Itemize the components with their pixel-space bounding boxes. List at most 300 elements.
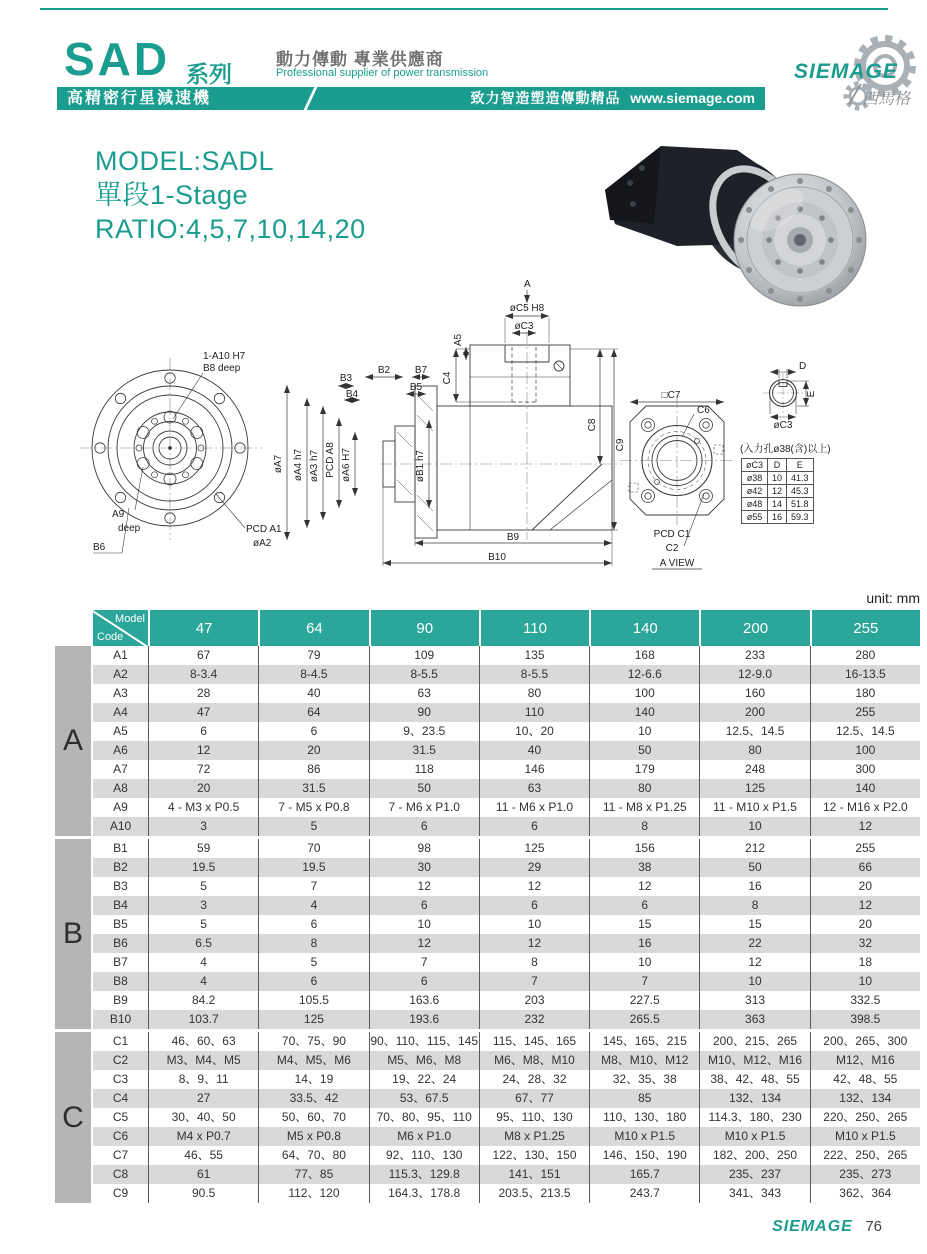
- table-cell: 20: [810, 877, 920, 896]
- table-cell: 265.5: [589, 1010, 699, 1029]
- unit-label: unit: mm: [866, 590, 920, 606]
- label-oa4: øA4 h7: [293, 448, 304, 482]
- series-suffix: 系列: [186, 61, 232, 87]
- table-cell: 12-9.0: [699, 665, 809, 684]
- banner-divider: [303, 85, 319, 112]
- table-cell: 31.5: [369, 741, 479, 760]
- tagline-cn: 動力傳動 專業供應商: [276, 50, 444, 69]
- technical-drawing: [0, 270, 927, 588]
- table-cell: 12: [369, 934, 479, 953]
- row-code: C8: [112, 1167, 129, 1181]
- table-cell: 5: [148, 915, 258, 934]
- header-corner-cell: [93, 610, 148, 646]
- label-c4: C4: [442, 371, 453, 385]
- tagline-en: Professional supplier of power transmission: [276, 67, 489, 79]
- row-code: B3: [113, 879, 128, 893]
- row-code: A10: [109, 819, 132, 833]
- row-code: C6: [112, 1129, 129, 1143]
- label-oa3: øA3 h7: [309, 449, 320, 483]
- table-cell: 20: [258, 741, 368, 760]
- table-cell: 135: [479, 646, 589, 665]
- label-oa6: øA6 H7: [341, 448, 352, 482]
- table-cell: 50、60、70: [258, 1108, 368, 1127]
- table-cell: 220、250、265: [810, 1108, 920, 1127]
- mini-table-cell: 45.3: [787, 485, 814, 498]
- mini-table-row: [742, 498, 814, 511]
- table-header-cells: [148, 610, 920, 646]
- table-cell: 125: [258, 1010, 368, 1029]
- table-cell: 11 - M8 x P1.25: [589, 798, 699, 817]
- label-pcd-a8: PCD A8: [325, 442, 336, 478]
- table-cell: 12: [369, 877, 479, 896]
- table-cell: 146: [479, 760, 589, 779]
- banner-right-text: [470, 87, 755, 110]
- table-cell: 61: [148, 1165, 258, 1184]
- top-rule: [40, 8, 888, 10]
- label-a9-deep: deep: [118, 523, 141, 534]
- table-cell: 233: [699, 646, 809, 665]
- row-code: A6: [113, 743, 128, 757]
- table-cell: 90: [369, 703, 479, 722]
- table-row-B10: [93, 1010, 920, 1029]
- row-code: C9: [112, 1186, 129, 1200]
- column-header-200: 200: [699, 610, 809, 646]
- column-header-110: 110: [479, 610, 589, 646]
- table-cell: M6 x P1.0: [369, 1127, 479, 1146]
- table-cell: 84.2: [148, 991, 258, 1010]
- table-cell: 255: [810, 703, 920, 722]
- table-cell: 200、265、300: [810, 1032, 920, 1051]
- label-c6: C6: [697, 405, 710, 416]
- spec-table: [55, 610, 920, 1206]
- table-cell: 16: [589, 934, 699, 953]
- table-cell: 10、20: [479, 722, 589, 741]
- label-pcd-a1: PCD A1: [246, 524, 282, 535]
- table-cell: 6: [369, 972, 479, 991]
- table-cell: 146、150、190: [589, 1146, 699, 1165]
- table-cell: 7: [369, 953, 479, 972]
- table-cell: 72: [148, 760, 258, 779]
- row-code: A8: [113, 781, 128, 795]
- table-cell: 67: [148, 646, 258, 665]
- table-cell: M5 x P0.8: [258, 1127, 368, 1146]
- table-cell: 5: [258, 817, 368, 836]
- table-cell: 12: [699, 953, 809, 972]
- table-cell: 40: [479, 741, 589, 760]
- table-row-A6: [93, 741, 920, 760]
- ratio-line: RATIO:4,5,7,10,14,20: [95, 214, 366, 244]
- table-cell: 12 - M16 x P2.0: [810, 798, 920, 817]
- table-cell: 10: [810, 972, 920, 991]
- table-cell: M10 x P1.5: [589, 1127, 699, 1146]
- table-cell: M10、M12、M16: [699, 1051, 809, 1070]
- row-code: B1: [113, 841, 128, 855]
- table-cell: 8: [479, 953, 589, 972]
- table-cell: 16-13.5: [810, 665, 920, 684]
- corner-model-label: Model: [115, 613, 145, 625]
- table-cell: 6: [258, 972, 368, 991]
- table-cell: 193.6: [369, 1010, 479, 1029]
- label-b4: B4: [345, 389, 359, 400]
- table-cell: 22: [699, 934, 809, 953]
- table-cell: 235、237: [699, 1165, 809, 1184]
- table-cell: M10 x P1.5: [810, 1127, 920, 1146]
- mini-table-cell: 41.3: [787, 472, 814, 485]
- table-cell: 12: [148, 741, 258, 760]
- table-cell: 115.3、129.8: [369, 1165, 479, 1184]
- table-cell: 109: [369, 646, 479, 665]
- table-cell: 12: [810, 817, 920, 836]
- mini-col-d: D: [768, 459, 787, 472]
- table-cell: 80: [699, 741, 809, 760]
- table-cell: 80: [589, 779, 699, 798]
- table-cell: 66: [810, 858, 920, 877]
- table-row-C5: [93, 1108, 920, 1127]
- table-cell: 70: [258, 839, 368, 858]
- table-cell: 105.5: [258, 991, 368, 1010]
- label-b10: B10: [488, 552, 506, 563]
- label-b5: B5: [409, 382, 423, 393]
- table-section-C: [55, 1032, 920, 1203]
- row-code: B7: [113, 955, 128, 969]
- table-row-C4: [93, 1089, 920, 1108]
- table-header-row: [55, 610, 920, 646]
- table-row-B8: [93, 972, 920, 991]
- table-cell: 50: [589, 741, 699, 760]
- table-cell: 11 - M10 x P1.5: [699, 798, 809, 817]
- table-cell: 180: [810, 684, 920, 703]
- mini-col-e: E: [787, 459, 814, 472]
- table-row-B2: [93, 858, 920, 877]
- table-cell: 118: [369, 760, 479, 779]
- label-c7-square: □C7: [661, 390, 681, 401]
- table-cell: 4: [148, 972, 258, 991]
- table-cell: M3、M4、M5: [148, 1051, 258, 1070]
- table-cell: 77、85: [258, 1165, 368, 1184]
- table-cell: 4: [258, 896, 368, 915]
- table-cell: M8、M10、M12: [589, 1051, 699, 1070]
- mini-table-cell: ø42: [742, 485, 768, 498]
- table-cell: 42、48、55: [810, 1070, 920, 1089]
- table-cell: 125: [699, 779, 809, 798]
- table-cell: 141、151: [479, 1165, 589, 1184]
- group-label-A: A: [55, 646, 91, 836]
- table-cell: 5: [148, 877, 258, 896]
- table-cell: 160: [699, 684, 809, 703]
- row-code: C4: [112, 1091, 129, 1105]
- table-cell: 12.5、14.5: [699, 722, 809, 741]
- mini-table-cell: 12: [768, 485, 787, 498]
- table-cell: 12: [479, 877, 589, 896]
- shaft-detail-table: [741, 458, 814, 524]
- table-cell: 7 - M5 x P0.8: [258, 798, 368, 817]
- table-cell: 112、120: [258, 1184, 368, 1203]
- table-row-B6: [93, 934, 920, 953]
- label-oc3-small: øC3: [773, 420, 793, 431]
- mini-table-cell: 16: [768, 511, 787, 524]
- table-row-B1: [93, 839, 920, 858]
- footer-page-number: 76: [865, 1218, 882, 1235]
- table-cell: 10: [479, 915, 589, 934]
- table-cell: 110: [479, 703, 589, 722]
- header-spacer: [55, 610, 93, 646]
- table-row-C1: [93, 1032, 920, 1051]
- table-cell: 28: [148, 684, 258, 703]
- table-rows-B: [93, 839, 920, 1029]
- table-cell: 6: [479, 817, 589, 836]
- table-row-C6: [93, 1127, 920, 1146]
- table-cell: 79: [258, 646, 368, 665]
- siemage-logo: [788, 30, 923, 122]
- row-code: A5: [113, 724, 128, 738]
- table-cell: 248: [699, 760, 809, 779]
- table-row-C2: [93, 1051, 920, 1070]
- mini-table-cell: 59.3: [787, 511, 814, 524]
- table-cell: 235、273: [810, 1165, 920, 1184]
- table-cell: 30、40、50: [148, 1108, 258, 1127]
- mini-table-cell: ø38: [742, 472, 768, 485]
- logo-wordmark: SIEMAGE: [794, 60, 898, 83]
- row-code: A2: [113, 667, 128, 681]
- table-cell: 7 - M6 x P1.0: [369, 798, 479, 817]
- table-cell: 20: [810, 915, 920, 934]
- column-header-90: 90: [369, 610, 479, 646]
- table-cell: 164.3、178.8: [369, 1184, 479, 1203]
- logo-chinese: 西馬格: [862, 91, 911, 108]
- table-cell: 32: [810, 934, 920, 953]
- section-view: [287, 290, 622, 566]
- table-cell: 212: [699, 839, 809, 858]
- table-cell: 156: [589, 839, 699, 858]
- table-cell: 10: [699, 817, 809, 836]
- row-code: B4: [113, 898, 128, 912]
- table-cell: 10: [369, 915, 479, 934]
- group-label-C: C: [55, 1032, 91, 1203]
- row-code: C3: [112, 1072, 129, 1086]
- table-row-A4: [93, 703, 920, 722]
- table-cell: 70、80、95、110: [369, 1108, 479, 1127]
- table-cell: 114.3、180、230: [699, 1108, 809, 1127]
- table-cell: 29: [479, 858, 589, 877]
- series-title: SAD: [64, 33, 171, 85]
- label-b9: B9: [506, 532, 520, 543]
- table-cell: M4、M5、M6: [258, 1051, 368, 1070]
- table-cell: 132、134: [810, 1089, 920, 1108]
- label-b6: B6: [93, 542, 106, 553]
- label-b2: B2: [377, 365, 391, 376]
- table-row-A9: [93, 798, 920, 817]
- table-row-A7: [93, 760, 920, 779]
- row-code: B9: [113, 993, 128, 1007]
- mini-table-cell: 14: [768, 498, 787, 511]
- table-row-A3: [93, 684, 920, 703]
- table-cell: 10: [699, 972, 809, 991]
- row-code: B8: [113, 974, 128, 988]
- table-row-B5: [93, 915, 920, 934]
- table-cell: 12: [810, 896, 920, 915]
- label-oa7: øA7: [273, 454, 284, 474]
- table-cell: 64、70、80: [258, 1146, 368, 1165]
- table-cell: 63: [369, 684, 479, 703]
- label-c9: C9: [615, 438, 626, 452]
- footer-logo: SIEMAGE: [772, 1218, 853, 1235]
- table-cell: 67、77: [479, 1089, 589, 1108]
- table-cell: 86: [258, 760, 368, 779]
- mini-table-row: [742, 485, 814, 498]
- table-cell: 7: [258, 877, 368, 896]
- table-cell: 132、134: [699, 1089, 809, 1108]
- table-cell: 9、23.5: [369, 722, 479, 741]
- table-sections: [55, 646, 920, 1203]
- table-cell: 140: [589, 703, 699, 722]
- mini-table-row: [742, 472, 814, 485]
- table-cell: 6: [148, 722, 258, 741]
- table-cell: M12、M16: [810, 1051, 920, 1070]
- table-cell: 10: [589, 722, 699, 741]
- label-a-view: A VIEW: [659, 558, 695, 569]
- table-cell: 15: [699, 915, 809, 934]
- table-row-A1: [93, 646, 920, 665]
- table-cell: 363: [699, 1010, 809, 1029]
- table-cell: 18: [810, 953, 920, 972]
- input-bore-note: (入力孔ø38(含)以上): [740, 444, 831, 455]
- table-cell: 95、110、130: [479, 1108, 589, 1127]
- table-cell: 341、343: [699, 1184, 809, 1203]
- table-cell: 280: [810, 646, 920, 665]
- table-cell: 20: [148, 779, 258, 798]
- mini-table-cell: 10: [768, 472, 787, 485]
- table-cell: 5: [258, 953, 368, 972]
- table-cell: 100: [589, 684, 699, 703]
- table-cell: 232: [479, 1010, 589, 1029]
- table-cell: 24、28、32: [479, 1070, 589, 1089]
- table-cell: 122、130、150: [479, 1146, 589, 1165]
- label-a10: 1-A10 H7: [203, 351, 246, 362]
- row-code: A9: [113, 800, 128, 814]
- table-cell: 200、215、265: [699, 1032, 809, 1051]
- label-a-arrow: A: [524, 279, 531, 290]
- table-cell: 59: [148, 839, 258, 858]
- table-cell: 3: [148, 817, 258, 836]
- table-cell: 50: [369, 779, 479, 798]
- table-cell: M6、M8、M10: [479, 1051, 589, 1070]
- table-cell: 300: [810, 760, 920, 779]
- row-code: B6: [113, 936, 128, 950]
- table-cell: 4: [148, 953, 258, 972]
- table-row-A2: [93, 665, 920, 684]
- table-cell: 27: [148, 1089, 258, 1108]
- table-cell: 40: [258, 684, 368, 703]
- table-cell: 332.5: [810, 991, 920, 1010]
- table-cell: 179: [589, 760, 699, 779]
- table-row-A8: [93, 779, 920, 798]
- row-code: B5: [113, 917, 128, 931]
- banner-left-text: 高精密行星減速機: [67, 90, 212, 107]
- table-cell: 19.5: [148, 858, 258, 877]
- label-c2: C2: [665, 543, 679, 554]
- table-section-B: [55, 839, 920, 1029]
- table-cell: 80: [479, 684, 589, 703]
- table-rows-A: [93, 646, 920, 836]
- label-c8: C8: [587, 418, 598, 432]
- label-oc5: øC5 H8: [509, 303, 545, 314]
- front-flange-view: [80, 358, 262, 553]
- table-row-A10: [93, 817, 920, 836]
- table-cell: 32、35、38: [589, 1070, 699, 1089]
- table-cell: 64: [258, 703, 368, 722]
- mini-col-oc3: øC3: [742, 459, 768, 472]
- column-header-47: 47: [148, 610, 258, 646]
- stage-line: 單段1-Stage: [95, 180, 249, 210]
- table-cell: M5、M6、M8: [369, 1051, 479, 1070]
- table-cell: 103.7: [148, 1010, 258, 1029]
- banner-url: www.siemage.com: [630, 90, 755, 106]
- label-b7: B7: [414, 365, 428, 376]
- table-cell: 243.7: [589, 1184, 699, 1203]
- table-cell: 12: [589, 877, 699, 896]
- row-code: C7: [112, 1148, 129, 1162]
- table-cell: 30: [369, 858, 479, 877]
- table-cell: 100: [810, 741, 920, 760]
- label-d: D: [799, 361, 807, 372]
- label-ob1: øB1 h7: [415, 449, 426, 483]
- table-cell: 53、67.5: [369, 1089, 479, 1108]
- table-cell: 46、60、63: [148, 1032, 258, 1051]
- mini-table-cell: ø48: [742, 498, 768, 511]
- table-cell: 140: [810, 779, 920, 798]
- table-cell: 8: [699, 896, 809, 915]
- header-banner: [57, 87, 765, 110]
- table-row-A5: [93, 722, 920, 741]
- table-row-C9: [93, 1184, 920, 1203]
- table-cell: 168: [589, 646, 699, 665]
- label-a9: A9: [112, 509, 125, 520]
- table-cell: 227.5: [589, 991, 699, 1010]
- corner-code-label: Code: [97, 631, 124, 643]
- label-a5: A5: [453, 333, 464, 347]
- table-cell: 50: [699, 858, 809, 877]
- table-cell: 313: [699, 991, 809, 1010]
- page-footer: [772, 1218, 882, 1236]
- table-cell: 8-4.5: [258, 665, 368, 684]
- table-row-B7: [93, 953, 920, 972]
- table-cell: 165.7: [589, 1165, 699, 1184]
- table-cell: 63: [479, 779, 589, 798]
- table-row-B9: [93, 991, 920, 1010]
- table-cell: 90、110、115、145: [369, 1032, 479, 1051]
- row-code: B2: [113, 860, 128, 874]
- shaft-detail: [763, 369, 809, 417]
- table-cell: M4 x P0.7: [148, 1127, 258, 1146]
- table-cell: 38、42、48、55: [699, 1070, 809, 1089]
- table-cell: 6: [369, 896, 479, 915]
- table-cell: 14、19: [258, 1070, 368, 1089]
- table-cell: 7: [479, 972, 589, 991]
- table-cell: 182、200、250: [699, 1146, 809, 1165]
- row-code: A4: [113, 705, 128, 719]
- table-cell: 98: [369, 839, 479, 858]
- table-rows-C: [93, 1032, 920, 1203]
- row-code: A1: [113, 648, 128, 662]
- table-cell: 11 - M6 x P1.0: [479, 798, 589, 817]
- row-code: C5: [112, 1110, 129, 1124]
- table-row-C8: [93, 1165, 920, 1184]
- table-cell: 19.5: [258, 858, 368, 877]
- table-cell: 70、75、90: [258, 1032, 368, 1051]
- table-cell: 8: [589, 817, 699, 836]
- banner-slogan: 致力智造塑造傳動精品: [470, 90, 621, 106]
- table-cell: 6: [258, 722, 368, 741]
